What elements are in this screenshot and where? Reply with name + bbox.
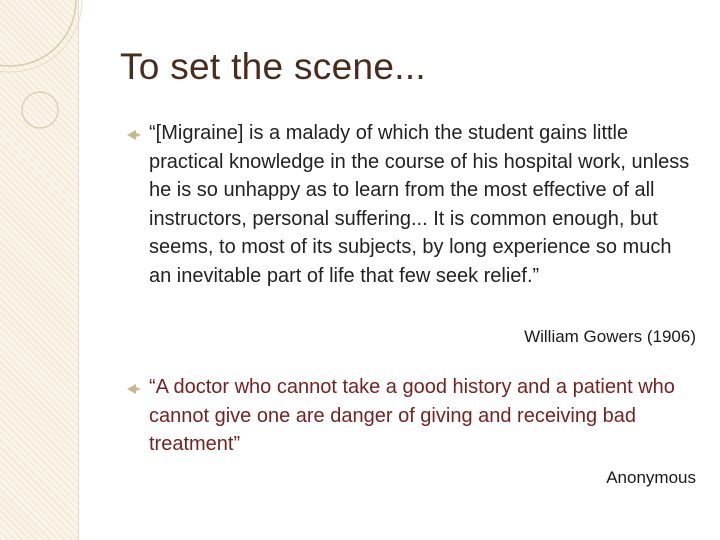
quote-anonymous [149,373,699,459]
quote-gowers-text: “[Migraine] is a malady of which the student gains little practical knowledge in the course of his hospital work, unless he is so unhappy as to learn from the most effective of all instructors, personal suffering... It is common enough, but seems, to most of its subjects, by long experience so much an inevitable part of life that few seek relief.” [149,122,690,287]
slide-title: To set the scene... [120,46,426,87]
quote-anonymous-text: “A doctor who cannot take a good history and a patient who cannot give one are danger of giving and receiving bad treatment” [149,376,675,456]
quote-gowers [149,119,699,291]
quote-gowers-attribution: William Gowers (1906) [524,327,696,346]
quote-anonymous-attribution: Anonymous [606,468,696,487]
